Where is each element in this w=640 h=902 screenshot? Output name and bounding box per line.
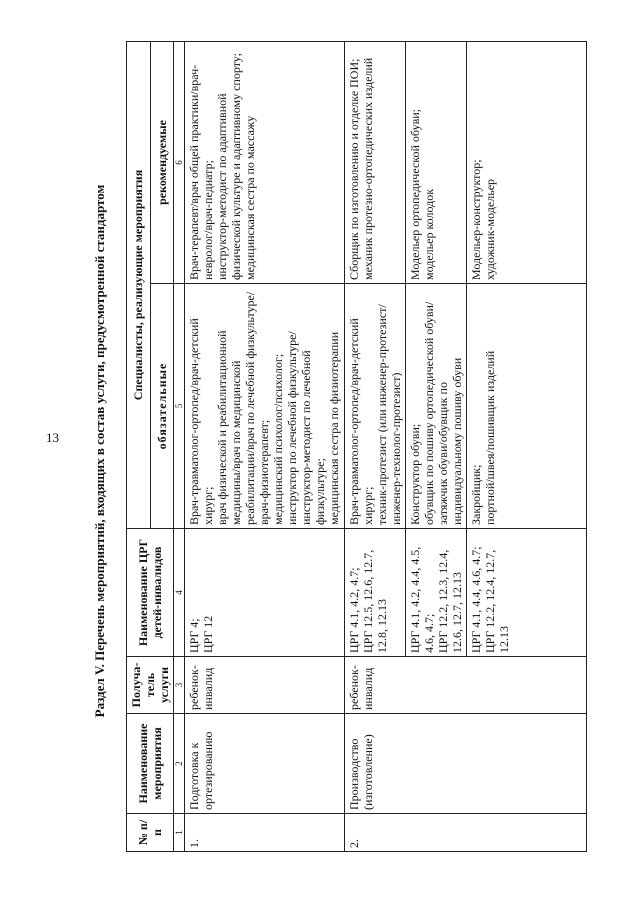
header-recipient: Получа-тель услуги	[127, 657, 174, 714]
specialist-item: обувщик по пошиву ортопедической обуви/затяжчик обуви/обувщик по индивидуальному пошиву обуви	[422, 301, 464, 525]
column-number: 2	[174, 714, 185, 814]
specialist-item: Модельер ортопедической обуви;	[408, 109, 422, 280]
page-number: 13	[46, 430, 59, 445]
mandatory-specialists	[406, 284, 467, 529]
crg-item: ЦРГ 12.5, 12.6, 12.7, 12.8, 12.13	[361, 549, 389, 653]
crg-list	[406, 529, 467, 657]
crg-list	[345, 529, 406, 657]
specialist-item: Закройщик;	[469, 464, 483, 525]
specialist-item: врач физической и реабилитационной медицины/врач по медицинской реабилитации/врач по лечебной физкультуре/врач-физиотерапевт;	[215, 291, 271, 525]
row-number: 2.	[345, 814, 587, 852]
header-number: № п/п	[127, 814, 174, 852]
column-numbers-row	[174, 41, 185, 851]
crg-list	[185, 529, 345, 657]
header-row	[127, 41, 151, 851]
specialist-item: инструктор-методист по адаптивной физической культуре и адаптивному спорту;	[215, 53, 243, 280]
specialist-item: техник-протезист (или инженер-протезист/инженер-технолог-протезист)	[375, 304, 403, 525]
specialist-item: Врач-травматолог-ортопед/врач-детский хирург;	[187, 318, 215, 525]
recipient: ребенок-инвалид	[185, 657, 345, 714]
column-number: 6	[174, 41, 185, 283]
specialist-item: медицинская сестра по физиотерапии	[327, 331, 341, 525]
specialist-item: Врач-терапевт/врач общей практики/врач-невролог/врач-педиатр;	[187, 64, 215, 280]
measure-name: Подготовка к ортезированию	[185, 714, 345, 814]
crg-item: ЦРГ 4.1, 4.2, 4.7;	[347, 567, 361, 653]
table-row	[185, 41, 345, 851]
crg-item: ЦРГ 12.2, 12.3, 12.4, 12.6, 12.7, 12.13	[436, 549, 464, 653]
crg-item: ЦРГ 12.2, 12.4, 12.7, 12.13	[483, 549, 511, 653]
header-measure-name: Наименование мероприятия	[127, 714, 174, 814]
mandatory-specialists	[467, 284, 587, 529]
specialist-item: Врач-травматолог-ортопед/врач-детский хирург;	[347, 318, 375, 525]
header-crg: Наименование ЦРГ детей-инвалидов	[127, 529, 174, 657]
specialist-item: медицинская сестра по массажу	[243, 115, 257, 280]
specialist-item: Сборщик по изготовлению и отделке ПОИ;	[347, 58, 361, 280]
crg-list	[467, 529, 587, 657]
measures-table	[126, 41, 587, 852]
recommended-specialists	[345, 41, 406, 283]
column-number: 1	[174, 814, 185, 852]
specialist-item: Конструктор обуви;	[408, 423, 422, 525]
header-specialists: Специалисты, реализующие мероприятия	[127, 41, 151, 528]
column-number: 3	[174, 657, 185, 714]
specialist-item: художник-модельер	[483, 178, 497, 280]
specialist-item: модельер колодок	[422, 188, 436, 280]
crg-item: ЦРГ 4.1, 4.4, 4.6, 4.7;	[469, 546, 483, 653]
recipient: ребенок-инвалид	[345, 657, 587, 714]
crg-item: ЦРГ 12	[201, 615, 215, 653]
header-mandatory: обязательные	[150, 284, 174, 529]
specialist-item: медицинский психолог/психолог;	[271, 353, 285, 525]
section-title: Раздел V. Перечень мероприятий, входящих в состав услуги, предусмотренной стандартом	[92, 184, 107, 718]
header-recommended: рекомендуемые	[150, 41, 174, 283]
column-number: 4	[174, 529, 185, 657]
measure-name: Производство (изготовление)	[345, 714, 587, 814]
recommended-specialists	[467, 41, 587, 283]
recommended-specialists	[185, 41, 345, 283]
specialist-item: портной/швея/пошивщик изделий	[483, 350, 497, 525]
specialist-item: Модельер-конструктор;	[469, 159, 483, 280]
crg-item: ЦРГ 4.1, 4.2, 4.4, 4.5, 4.6, 4.7;	[408, 546, 436, 653]
mandatory-specialists	[185, 284, 345, 529]
mandatory-specialists	[345, 284, 406, 529]
row-number: 1.	[185, 814, 345, 852]
table-row	[345, 41, 406, 851]
rotated-page-content	[90, 0, 635, 902]
recommended-specialists	[406, 41, 467, 283]
specialist-item: инструктор по лечебной физкультуре/инструктор-методист по лечебной физкультуре;	[285, 331, 327, 525]
specialist-item: механик протезно-ортопедических изделий	[361, 57, 375, 280]
column-number: 5	[174, 284, 185, 529]
crg-item: ЦРГ 4;	[187, 618, 201, 653]
